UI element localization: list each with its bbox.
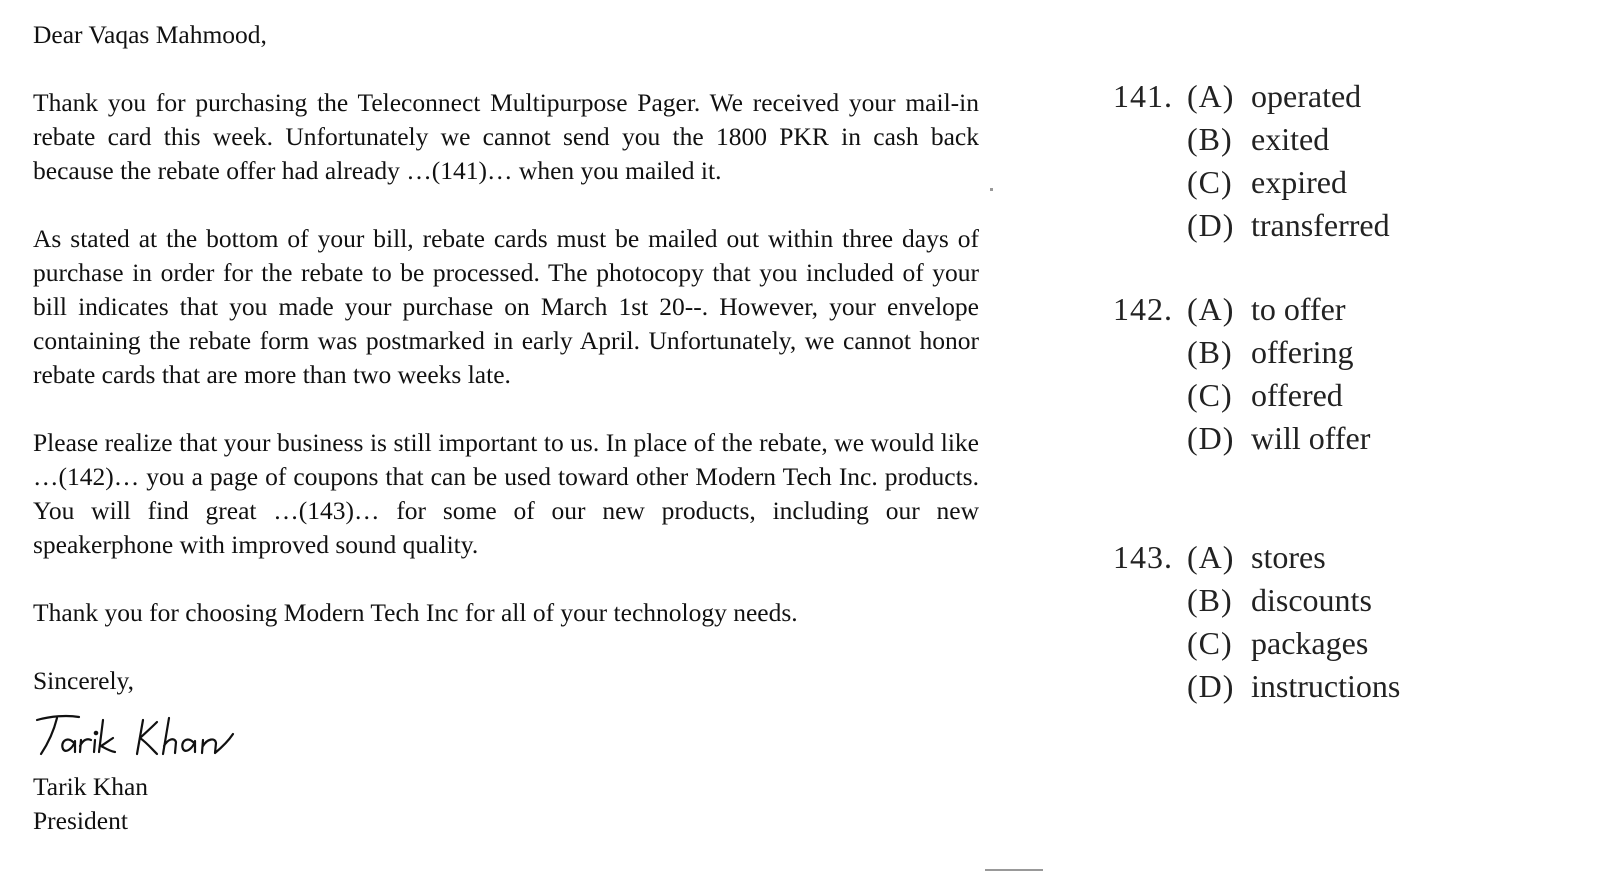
option-row <box>1113 121 1390 164</box>
option-row <box>1113 582 1400 625</box>
closing-line: Thank you for choosing Modern Tech Inc for all of your technology needs. <box>33 598 798 627</box>
option-letter: (A) <box>1187 78 1235 114</box>
option-text: exited <box>1251 121 1330 157</box>
signer-title: President <box>33 806 128 835</box>
option-letter: (C) <box>1187 164 1233 200</box>
option-letter: (B) <box>1187 334 1233 370</box>
option-letter: (A) <box>1187 291 1235 327</box>
scan-artifact <box>985 869 1043 871</box>
option-text: offering <box>1251 334 1354 370</box>
option-text: transferred <box>1251 207 1390 243</box>
question-number: 143. <box>1113 539 1173 575</box>
sign-off: Sincerely, <box>33 666 135 695</box>
option-letter: (D) <box>1187 207 1235 243</box>
option-row <box>1113 78 1390 121</box>
question-143 <box>1113 539 1400 711</box>
option-text: packages <box>1251 625 1369 661</box>
option-row <box>1113 420 1370 463</box>
paragraph-2: As stated at the bottom of your bill, rebate cards must be mailed out within three days of purchase in order for the rebate to be processed. The photocopy that you included of your bill indicates that you made your purchase on March 1st 20--. However, your envelope containing the rebate form was postmarked in early April. Unfortunately, we cannot honor rebate cards that are more than two weeks late. <box>33 224 979 389</box>
letter-body <box>33 18 979 838</box>
option-row <box>1113 539 1400 582</box>
signer-name: Tarik Khan <box>33 772 149 801</box>
option-letter: (C) <box>1187 625 1233 661</box>
question-142 <box>1113 291 1370 463</box>
option-row <box>1113 334 1370 377</box>
option-text: discounts <box>1251 582 1372 618</box>
option-row <box>1113 625 1400 668</box>
option-text: offered <box>1251 377 1343 413</box>
option-text: instructions <box>1251 668 1401 704</box>
option-row <box>1113 377 1370 420</box>
option-letter: (D) <box>1187 420 1235 456</box>
option-letter: (B) <box>1187 582 1233 618</box>
salutation: Dear Vaqas Mahmood, <box>33 20 267 49</box>
option-text: expired <box>1251 164 1347 200</box>
option-letter: (C) <box>1187 377 1233 413</box>
question-number: 141. <box>1113 78 1173 114</box>
option-letter: (A) <box>1187 539 1235 575</box>
handwritten-signature <box>33 704 253 762</box>
option-letter: (D) <box>1187 668 1235 704</box>
paragraph-1: Thank you for purchasing the Teleconnect Multipurpose Pager. We received your mail-in rebate card this week. Unfortunately we cannot send you the 1800 PKR in cash back because the rebate offer had already …(141)… when you mailed it. <box>33 88 979 185</box>
option-row <box>1113 668 1400 711</box>
paragraph-3: Please realize that your business is still important to us. In place of the rebate, we would like …(142)… you a page of coupons that can be used toward other Modern Tech Inc. products. You will find great …(143)… for some of our new products, including our new speakerphone with improved sound quality. <box>33 428 979 559</box>
option-row <box>1113 164 1390 207</box>
option-text: operated <box>1251 78 1362 114</box>
option-row <box>1113 291 1370 334</box>
option-text: to offer <box>1251 291 1346 327</box>
question-number: 142. <box>1113 291 1173 327</box>
option-text: stores <box>1251 539 1326 575</box>
option-text: will offer <box>1251 420 1371 456</box>
scan-artifact <box>990 188 993 191</box>
option-row <box>1113 207 1390 250</box>
question-141 <box>1113 78 1390 250</box>
option-letter: (B) <box>1187 121 1233 157</box>
